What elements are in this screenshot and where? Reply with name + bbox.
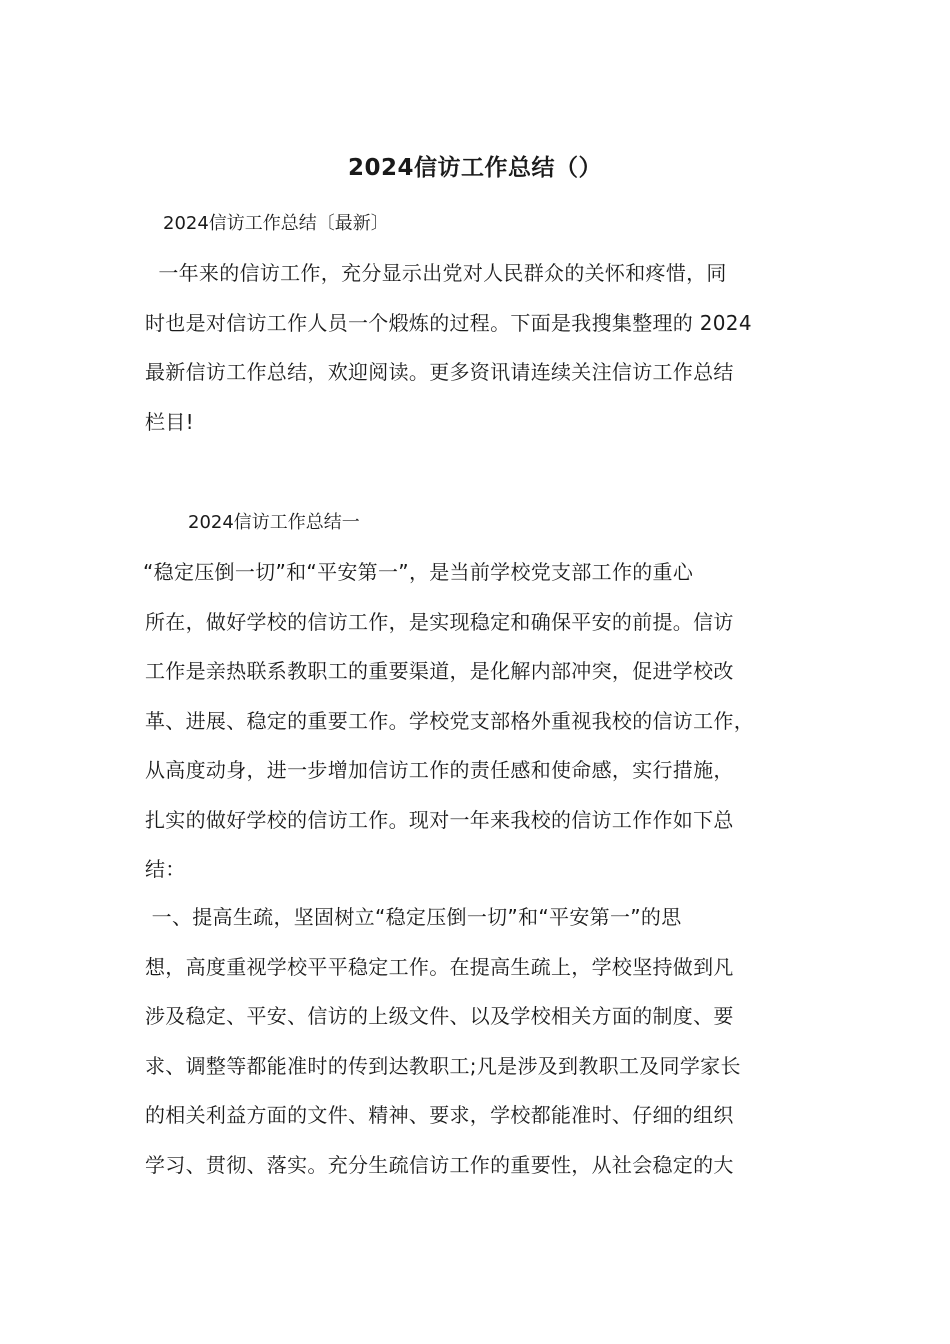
paragraph-line: 栏目! <box>145 409 194 434</box>
paragraph-line: 想，高度重视学校平平稳定工作。在提高生疏上，学校坚持做到凡 <box>145 954 734 979</box>
paragraph-line: 学习、贯彻、落实。充分生疏信访工作的重要性，从社会稳定的大 <box>145 1152 734 1177</box>
body-paragraph-2 <box>145 893 825 1190</box>
paragraph-line: 涉及稳定、平安、信访的上级文件、以及学校相关方面的制度、要 <box>145 1004 734 1028</box>
paragraph-line: 所在，做好学校的信访工作，是实现稳定和确保平安的前提。信访 <box>145 609 734 634</box>
paragraph-line: 一、提高生疏，坚固树立“稳定压倒一切”和“平安第一”的思 <box>145 905 682 929</box>
paragraph-line: 革、进展、稳定的重要工作。学校党支部格外重视我校的信访工作， <box>145 708 754 733</box>
paragraph-line: 工作是亲热联系教职工的重要渠道，是化解内部冲突，促进学校改 <box>145 659 734 683</box>
section-heading: 2024信访工作总结一 <box>188 512 360 533</box>
paragraph-line: “稳定压倒一切”和“平安第一”，是当前学校党支部工作的重心 <box>143 560 694 584</box>
paragraph-line: 从高度动身，进一步增加信访工作的责任感和使命感，实行措施， <box>145 758 734 782</box>
paragraph-line: 的相关利益方面的文件、精神、要求，学校都能准时、仔细的组织 <box>145 1103 734 1127</box>
paragraph-line: 时也是对信访工作人员一个煅炼的过程。下面是我搜集整理的 2024 <box>145 310 752 335</box>
document-title: 2024信访工作总结（） <box>347 155 602 181</box>
paragraph-line: 扎实的做好学校的信访工作。现对一年来我校的信访工作作如下总 <box>145 807 734 832</box>
paragraph-line: 结： <box>145 857 186 881</box>
intro-paragraph <box>145 249 825 447</box>
paragraph-line: 一年来的信访工作，充分显示出党对人民群众的关怀和疼惜，同 <box>145 261 727 285</box>
paragraph-line: 求、调整等都能准时的传到达教职工;凡是涉及到教职工及同学家长 <box>145 1053 741 1078</box>
document-subtitle: 2024信访工作总结〔最新〕 <box>163 213 389 234</box>
paragraph-line: 最新信访工作总结，欢迎阅读。更多资讯请连续关注信访工作总结 <box>145 360 734 384</box>
body-paragraph-1 <box>145 548 825 895</box>
